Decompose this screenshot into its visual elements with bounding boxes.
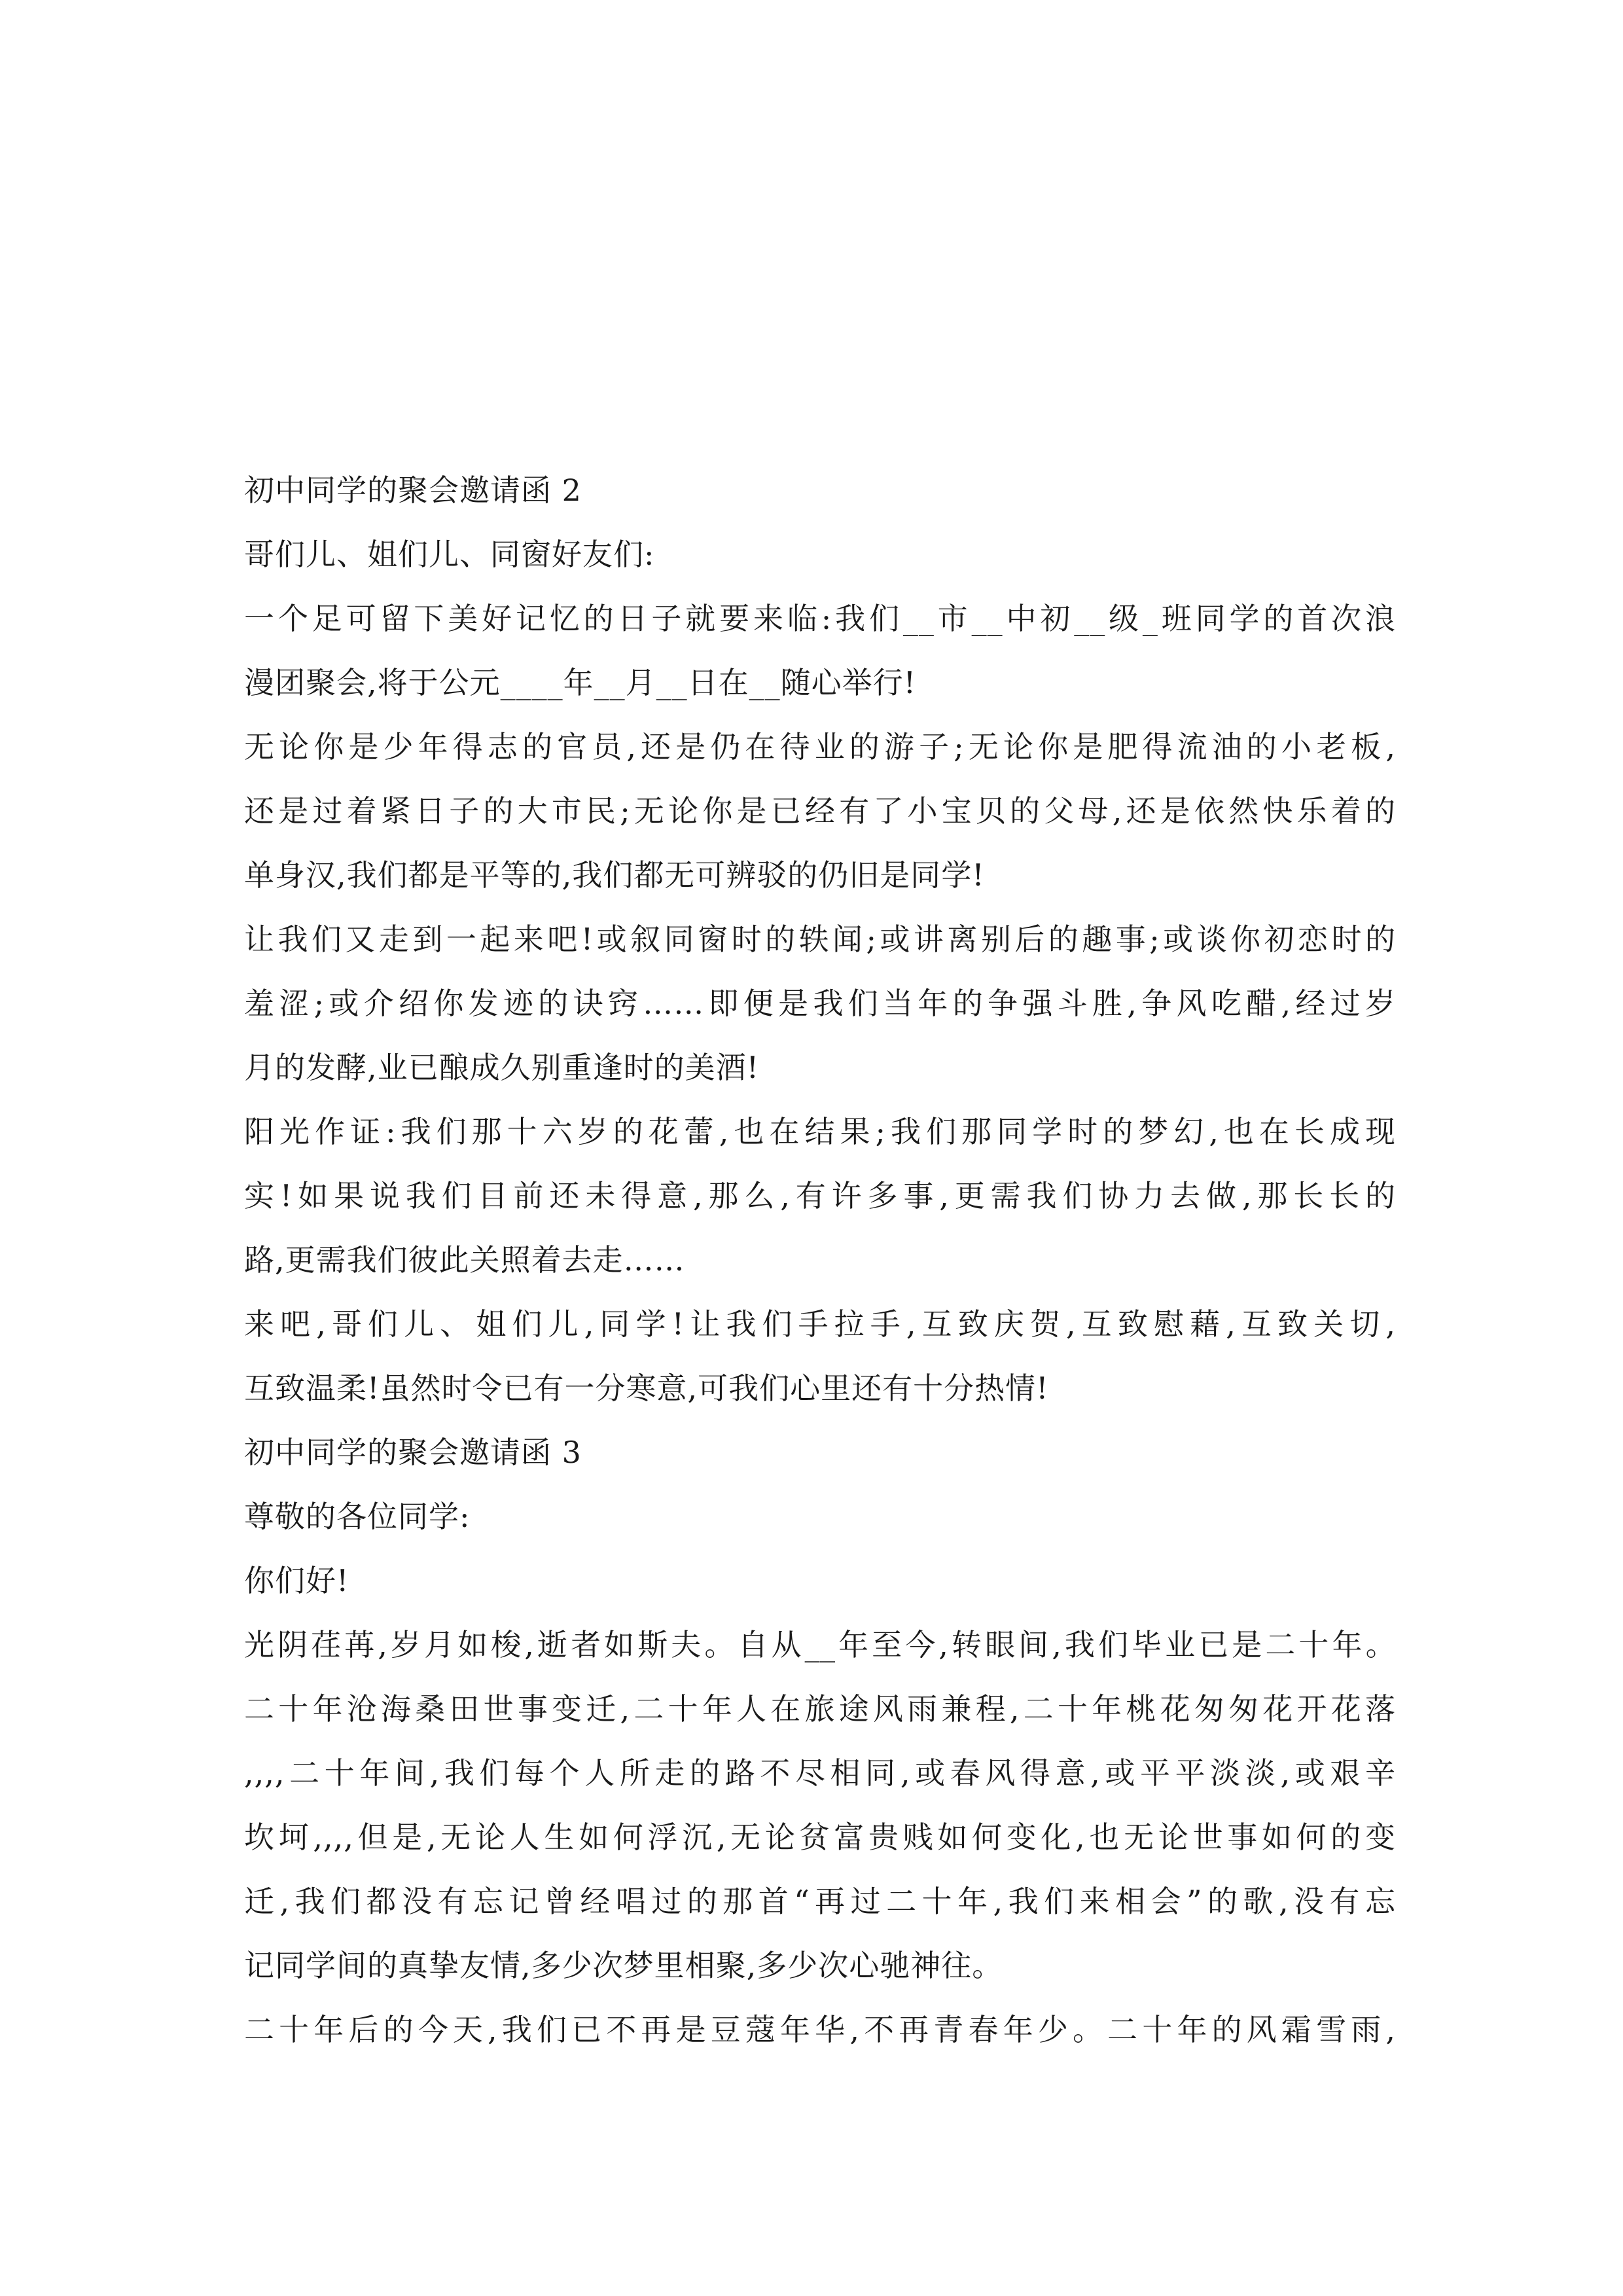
salutation: 尊敬的各位同学: [244, 1499, 471, 1534]
text-line: 来吧,哥们儿、姐们儿,同学!让我们手拉手,互致庆贺,互致慰藉,互致关切, [244, 1306, 1396, 1342]
text-line: ,,,,二十年间,我们每个人所走的路不尽相同,或春风得意,或平平淡淡,或艰辛 [244, 1755, 1396, 1791]
salutation: 哥们儿、姐们儿、同窗好友们: [244, 537, 655, 572]
text-line: 阳光作证:我们那十六岁的花蕾,也在结果;我们那同学时的梦幻,也在长成现 [244, 1114, 1396, 1149]
section-heading: 初中同学的聚会邀请函 2 [244, 473, 582, 508]
text-line: 记同学间的真挚友情,多少次梦里相聚,多少次心驰神往。 [244, 1948, 1003, 1983]
section-heading: 初中同学的聚会邀请函 3 [244, 1435, 582, 1470]
text-line: 单身汉,我们都是平等的,我们都无可辨驳的仍旧是同学! [244, 857, 985, 893]
text-line: 漫团聚会,将于公元____年__月__日在__随心举行! [244, 665, 917, 700]
text-line: 二十年沧海桑田世事变迁,二十年人在旅途风雨兼程,二十年桃花匆匆花开花落 [244, 1691, 1396, 1727]
text-line: 实!如果说我们目前还未得意,那么,有许多事,更需我们协力去做,那长长的 [244, 1178, 1396, 1213]
text-line: 坎坷,,,,但是,无论人生如何浮沉,无论贫富贵贱如何变化,也无论世事如何的变 [244, 1820, 1396, 1855]
greeting: 你们好! [244, 1563, 349, 1598]
text-line: 无论你是少年得志的官员,还是仍在待业的游子;无论你是肥得流油的小老板, [244, 729, 1396, 764]
text-line: 让我们又走到一起来吧!或叙同窗时的轶闻;或讲离别后的趣事;或谈你初恋时的 [244, 922, 1396, 957]
document-body [244, 458, 1396, 2062]
text-line: 迁,我们都没有忘记曾经唱过的那首“再过二十年,我们来相会”的歌,没有忘 [244, 1884, 1396, 1919]
text-line: 路,更需我们彼此关照着去走…… [244, 1242, 685, 1278]
text-line: 一个足可留下美好记忆的日子就要来临:我们__市__中初__级_班同学的首次浪 [244, 601, 1396, 636]
text-line: 二十年后的今天,我们已不再是豆蔻年华,不再青春年少。二十年的风霜雪雨, [244, 2012, 1396, 2047]
text-line: 还是过着紧日子的大市民;无论你是已经有了小宝贝的父母,还是依然快乐着的 [244, 793, 1396, 829]
text-line: 月的发酵,业已酿成久别重逢时的美酒! [244, 1050, 760, 1085]
text-line: 光阴荏苒,岁月如梭,逝者如斯夫。自从__年至今,转眼间,我们毕业已是二十年。 [244, 1627, 1396, 1662]
text-line: 羞涩;或介绍你发迹的诀窍……即便是我们当年的争强斗胜,争风吃醋,经过岁 [244, 986, 1396, 1021]
text-line: 互致温柔!虽然时令已有一分寒意,可我们心里还有十分热情! [244, 1371, 1049, 1406]
